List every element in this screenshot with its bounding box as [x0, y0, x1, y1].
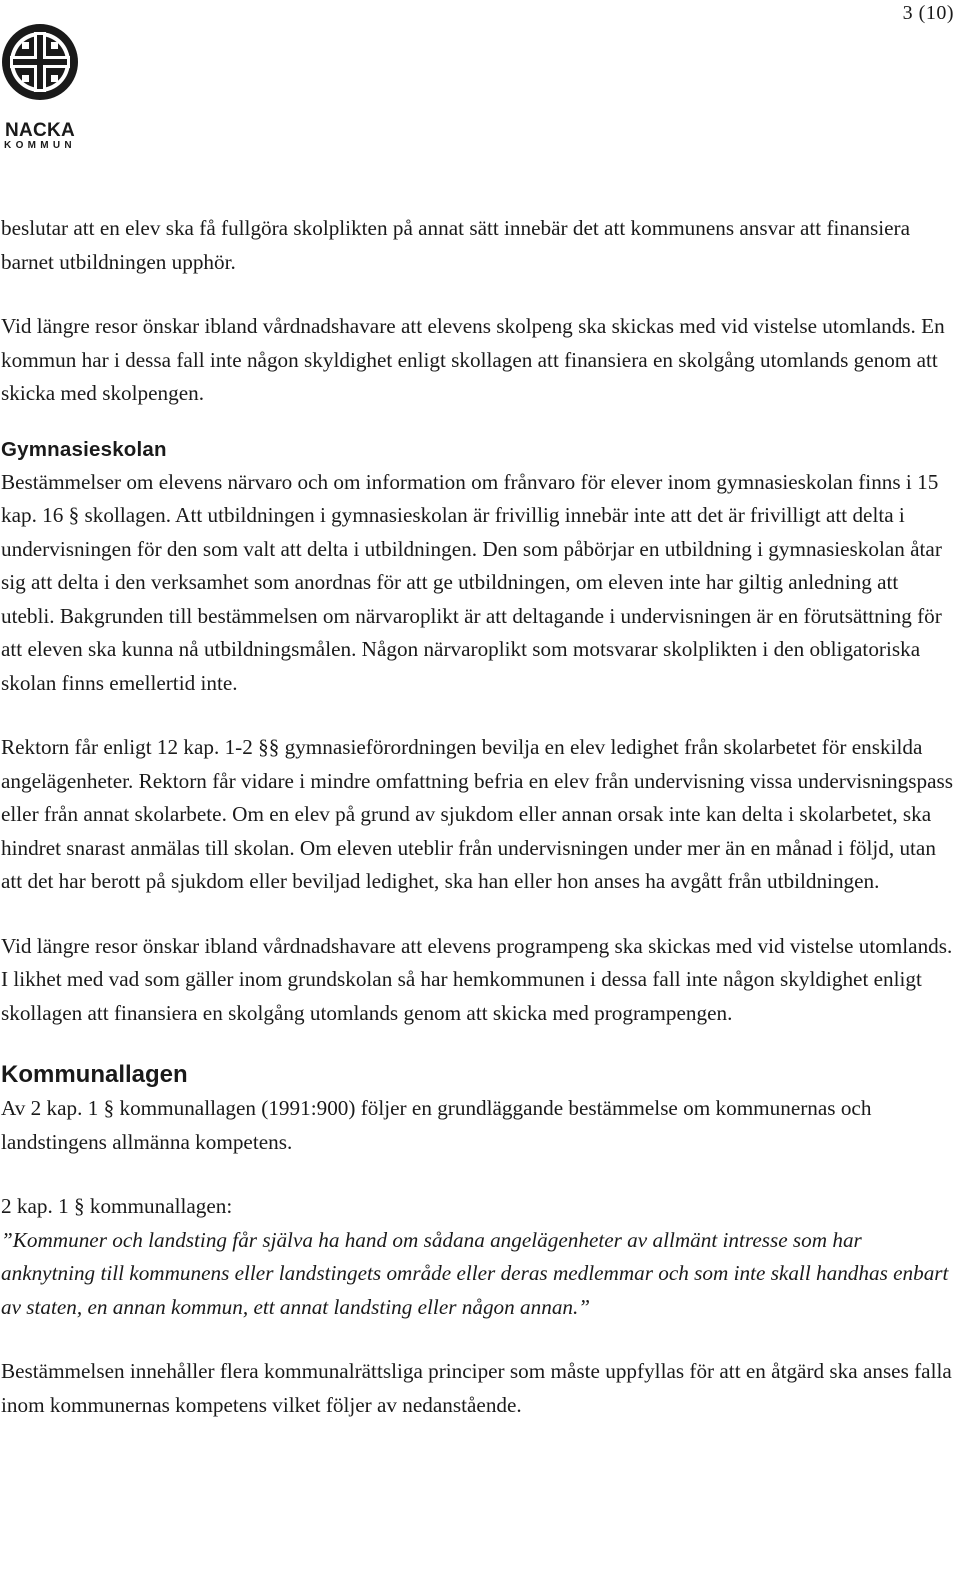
- paragraph-5: Vid längre resor önskar ibland vårdnadshavare att elevens programpeng ska skickas med vid vistelse utomlands. I likhet med vad som gäller inom grundskolan så har hemkommunen i dessa fall inte någon skyldighet enligt skollagen att finansiera en skolgång utomlands genom att skicka med programpengen.: [1, 933, 953, 1025]
- logo-wordmark: NACKA: [4, 120, 76, 141]
- nacka-emblem-icon: [0, 20, 80, 120]
- nacka-kommun-logo: [0, 20, 80, 151]
- page-number: 3 (10): [902, 2, 954, 24]
- paragraph-4: Rektorn får enligt 12 kap. 1-2 §§ gymnasieförordningen bevilja en elev ledighet från skolarbetet för enskilda angelägenheter. Rektorn får vidare i mindre omfattning befria en elev från undervisning vissa undervisningspass eller från annat skolarbete. Om en elev på grund av sjukdom eller annan orsak inte kan delta i skolarbetet, ska hindret snarast anmälas till skolan. Om eleven uteblir från undervisningen under mer än en månad i följd, utan att det har berott på sjukdom eller beviljad ledighet, ska han eller hon anses ha avgått från utbildningen.: [1, 735, 953, 893]
- paragraph-3: Bestämmelser om elevens närvaro och om information om frånvaro för elever inom gymnasieskolan finns i 15 kap. 16 § skollagen. Att utbildningen i gymnasieskolan är frivillig innebär inte att det är frivilligt att delta i undervisningen för den som valt att delta i utbildningen. Den som påbörjar en utbildning i gymnasieskolan åtar sig att delta i den verksamhet som anordnas för att ge utbildningen, om eleven inte har giltig anledning att utebli. Bakgrunden till bestämmelsen om närvaroplikt är att deltagande i undervisningen är en förutsättning för att eleven ska kunna nå utbildningsmålen. Någon närvaroplikt som motsvarar skolplikten i den obligatoriska skolan finns emellertid inte.: [1, 469, 942, 695]
- heading-gymnasieskolan: Gymnasieskolan: [1, 437, 167, 461]
- paragraph-7-label: 2 kap. 1 § kommunallagen:: [1, 1194, 233, 1218]
- paragraph-8: Bestämmelsen innehåller flera kommunalrättsliga principer som måste uppfyllas för att en åtgärd ska anses falla inom kommunernas kompetens vilket följer av nedanstående.: [1, 1359, 952, 1417]
- paragraph-2: Vid längre resor önskar ibland vårdnadshavare att elevens skolpeng ska skickas med vid vistelse utomlands. En kommun har i dessa fall inte någon skyldighet enligt skollagen att finansiera en skolgång utomlands genom att skicka med skolpengen.: [1, 314, 945, 405]
- logo-subtitle: KOMMUN: [4, 140, 76, 151]
- paragraph-6: Av 2 kap. 1 § kommunallagen (1991:900) följer en grundläggande bestämmelse om kommunernas och landstingens allmänna kompetens.: [1, 1096, 872, 1154]
- paragraph-1: beslutar att en elev ska få fullgöra skolplikten på annat sätt innebär det att kommunens ansvar att finansiera barnet utbildningen upphör.: [1, 216, 910, 274]
- heading-kommunallagen: Kommunallagen: [1, 1061, 188, 1088]
- document-body: [1, 212, 956, 1422]
- paragraph-7-quote: ”Kommuner och landsting får själva ha hand om sådana angelägenheter av allmänt intresse som har anknytning till kommunens eller landstingets område eller deras medlemmar och som inte skall handhas enbart av staten, en annan kommun, ett annat landsting eller någon annan.”: [1, 1227, 949, 1319]
